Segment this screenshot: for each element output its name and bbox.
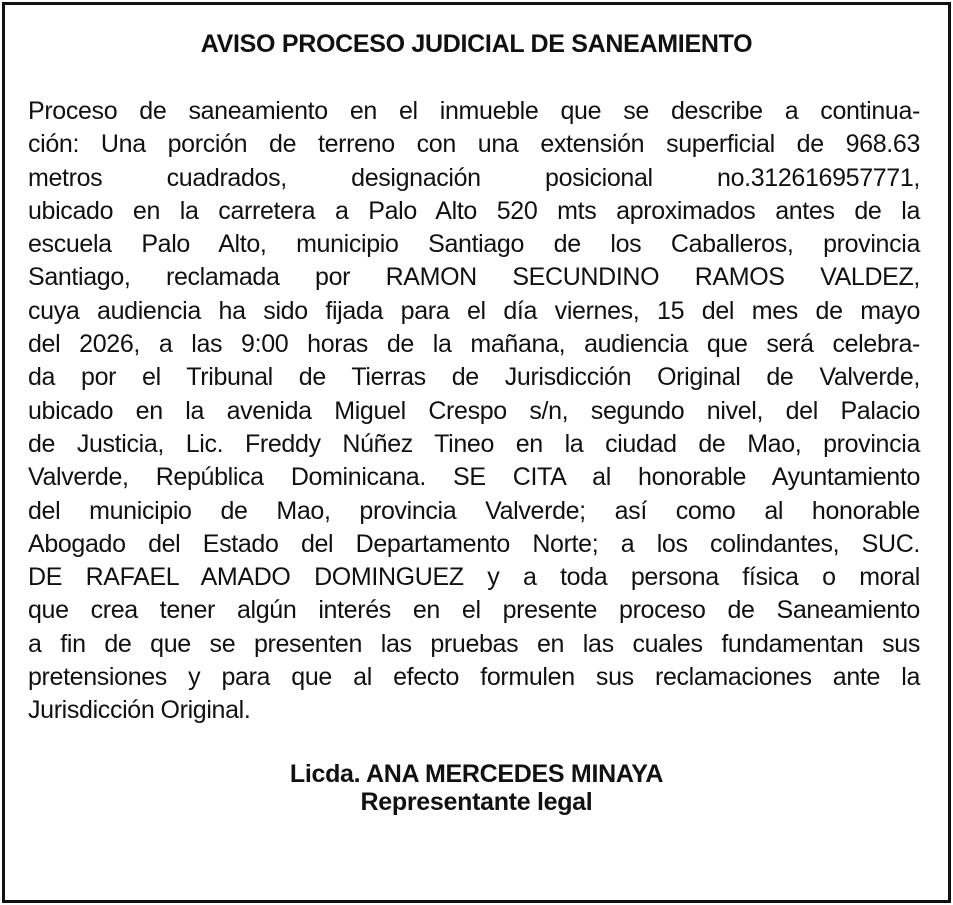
body-line: escuela Palo Alto, municipio Santiago de los Caballeros, provincia [28,230,920,259]
signatory-name: Licda. ANA MERCEDES MINAYA [289,760,664,788]
body-line: que crea tener algún interés en el presente proceso de Saneamiento [28,596,920,625]
body-line: Abogado del Estado del Departamento Norte; a los colindantes, SUC. [28,529,920,558]
body-line: ción: Una porción de terreno con una extensión superficial de 968.63 [28,130,920,159]
body-line: ubicado en la carretera a Palo Alto 520 mts aproximados antes de la [28,196,920,225]
notice-body [28,95,920,728]
body-line: del municipio de Mao, provincia Valverde; así como al honorable [28,496,920,525]
notice-title: AVISO PROCESO JUDICIAL DE SANEAMIENTO [200,30,753,58]
body-line: pretensiones y para que al efecto formulen sus reclamaciones ante la [28,663,920,692]
body-line: Proceso de saneamiento en el inmueble que se describe a continua- [28,97,920,125]
body-line: a fin de que se presenten las pruebas en las cuales fundamentan sus [28,629,920,658]
body-line: del 2026, a las 9:00 horas de la mañana, audiencia que será celebra- [28,330,920,359]
signatory-role: Representante legal [360,788,593,816]
body-line: metros cuadrados, designación posicional no.312616957771, [28,163,920,192]
signature-block [0,760,953,816]
body-line: DE RAFAEL AMADO DOMINGUEZ y a toda persona física o moral [28,563,920,592]
body-line: Santiago, reclamada por RAMON SECUNDINO RAMOS VALDEZ, [28,263,920,292]
body-line: cuya audiencia ha sido fijada para el día viernes, 15 del mes de mayo [28,296,920,325]
body-line: da por el Tribunal de Tierras de Jurisdicción Original de Valverde, [28,363,920,392]
body-line: Jurisdicción Original. [28,696,251,725]
body-line: ubicado en la avenida Miguel Crespo s/n, segundo nivel, del Palacio [28,396,920,425]
body-line: de Justicia, Lic. Freddy Núñez Tineo en la ciudad de Mao, provincia [28,429,920,458]
body-line: Valverde, República Dominicana. SE CITA al honorable Ayuntamiento [28,463,920,492]
